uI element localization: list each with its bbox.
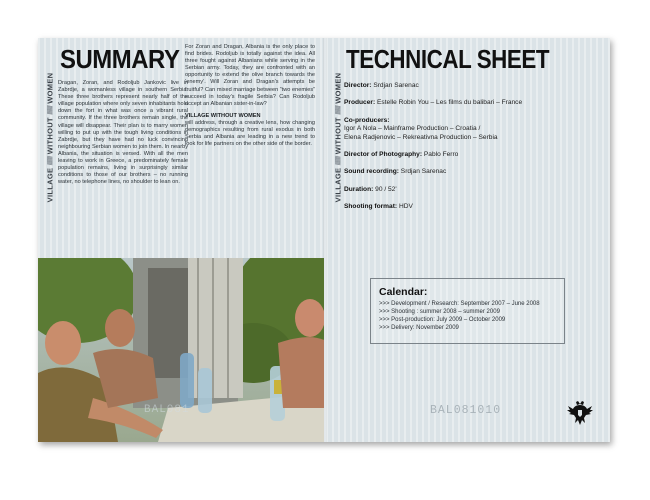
- brand-village: VILLAGE: [45, 167, 55, 202]
- technical-sheet-list: [344, 82, 599, 221]
- brand-village: VILLAGE: [333, 167, 343, 202]
- tech-label: Shooting format:: [344, 203, 398, 211]
- calendar-title: Calendar:: [379, 286, 428, 298]
- brand-women: WOMEN: [45, 72, 55, 104]
- tech-value: Estelle Robin You – Les films du balibari – France: [377, 99, 523, 107]
- tech-item-coproducers: [344, 117, 599, 142]
- calendar-row: >>> Delivery: November 2009: [379, 325, 459, 331]
- tech-item-director: [344, 82, 599, 90]
- summary-column-2-tail: will address, through a creative lens, how changing demographics resulting from rural exodus in both Serbia and Albania are leading in a new trend to look for life partners on the other side of the border.: [185, 119, 315, 148]
- tech-label: Sound recording:: [344, 168, 399, 176]
- tech-value-line: Igor A Nola – Mainframe Production – Croatia /: [344, 125, 481, 133]
- tech-label: Director:: [344, 82, 372, 89]
- tech-item-dop: [344, 151, 599, 159]
- double-headed-eagle-icon: [567, 398, 593, 426]
- photo-code-stamp: BAL081: [144, 404, 190, 416]
- summary-column-1: Dragan, Zoran, and Rodoljub Jankovic live in Zabrdje, a womanless village in southern Serbia. These three brothers represent nearly half of the village population where only seven inhabitants hold down the fort in what was once a vibrant rural community. If the three brothers remain single, the village will disappear. Their plan is to marry women willing to put up with the tough living conditions in Zabrdje, but they have had no luck convincing neighbouring Serbian women to join them. In nearby Albania, the situation is versed. With all the men leaving to work in Greece, a predominately female population remains, living in surprisingly similar conditions to those of our brothers – no running water, no telephone lines, no shoulder to lean on.: [58, 80, 188, 186]
- tech-value: HDV: [398, 203, 413, 211]
- tech-label: Director of Photography:: [344, 151, 423, 159]
- brand-hatch: ////////: [333, 105, 343, 115]
- brand-strip-right: [332, 52, 344, 222]
- tech-item-duration: [344, 186, 599, 194]
- tech-value: Srdjan Sarenac: [400, 168, 447, 176]
- tech-value-line: Elena Radjenovic – Rekreativna Production – Serbia: [344, 133, 498, 141]
- calendar-row: >>> Shooting : summer 2008 – summer 2009: [379, 309, 500, 315]
- calendar-box: [370, 278, 565, 344]
- tech-label: Producer:: [344, 99, 376, 107]
- brand-women: WOMEN: [333, 72, 343, 104]
- tech-value: Srdjan Sarenac: [373, 82, 419, 89]
- brand-strip-left: [44, 52, 56, 222]
- brand-hatch: ////////: [45, 156, 55, 165]
- summary-subhead: VILLAGE WITHOUT WOMEN: [185, 112, 261, 119]
- tech-item-producer: [344, 99, 599, 107]
- tech-label: Duration:: [344, 185, 374, 193]
- brand-without: WITHOUT: [333, 116, 343, 154]
- summary-column-2-text: For Zoran and Dragan, Albania is the only place to find brides. Rodoljub is totally against the idea. All three fought against Albanians while serving in the Serbian army. Today, they are confronted with an opportunity to extend the olive branch towards the ‘enemy’. Will Zoran and Dragan’s attempts be fruitful? Can mixed marriage between “two enemies” succeed in today’s fragile Serbia? Can Rodoljub accept an Albanian sister-in-law?: [185, 44, 315, 107]
- tech-value: Pablo Ferro: [423, 151, 459, 159]
- summary-title: SUMMARY: [60, 44, 180, 74]
- tech-label: Co-producers:: [344, 116, 390, 124]
- brochure-spread: [38, 38, 610, 442]
- calendar-row: >>> Post-production: July 2009 – October 2009: [379, 317, 506, 323]
- tech-item-format: [344, 203, 599, 211]
- technical-sheet-title: TECHNICAL SHEET: [346, 44, 550, 74]
- page-code-stamp: BAL081010: [430, 404, 502, 417]
- tech-item-sound: [344, 168, 599, 176]
- calendar-row: >>> Development / Research: September 2007 – June 2008: [379, 301, 540, 307]
- brand-without: WITHOUT: [45, 116, 55, 154]
- summary-column-2: [185, 44, 315, 148]
- brand-hatch: ////////: [333, 156, 343, 165]
- tech-value: 90 / 52': [375, 185, 397, 193]
- brand-hatch: ////////: [45, 105, 55, 115]
